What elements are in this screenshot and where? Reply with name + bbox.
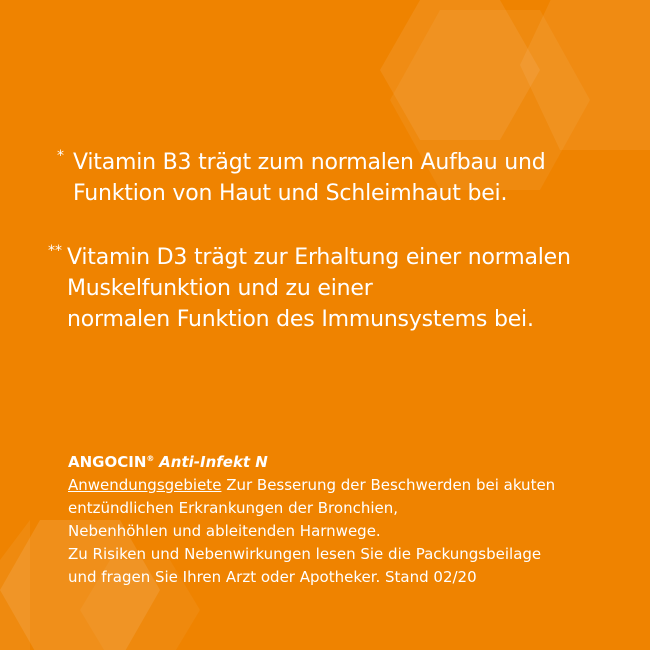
claim-line: Vitamin D3 trägt zur Erhaltung einer normalen — [67, 245, 571, 270]
claim-line: normalen Funktion des Immunsystems bei. — [67, 307, 534, 332]
registered-mark: ® — [146, 454, 155, 463]
claim-line: Funktion von Haut und Schleimhaut bei. — [73, 181, 508, 206]
legal-line: und fragen Sie Ihren Arzt oder Apotheker. Stand 02/20 — [68, 568, 477, 586]
indications-text: Zur Besserung der Beschwerden bei akuten — [221, 476, 556, 494]
product-name: Anti-Infekt N — [159, 453, 268, 471]
vitamin-d3-claim — [67, 242, 571, 335]
legal-line: entzündlichen Erkrankungen der Bronchien, — [68, 499, 398, 517]
footnote-marker-single: * — [57, 148, 64, 164]
brand-name: ANGOCIN — [68, 453, 147, 471]
hexagon-shape — [0, 520, 30, 650]
indications-label: Anwendungsgebiete — [68, 476, 222, 494]
footnote-marker-double: ** — [48, 243, 62, 259]
legal-line — [68, 474, 555, 497]
legal-notice — [68, 447, 555, 589]
legal-line: Zu Risiken und Nebenwirkungen lesen Sie die Packungsbeilage — [68, 545, 542, 563]
product-heading — [68, 447, 555, 474]
vitamin-b3-claim — [73, 147, 546, 209]
claim-line: Muskelfunktion und zu einer — [67, 276, 373, 301]
claim-line: Vitamin B3 trägt zum normalen Aufbau und — [73, 150, 546, 175]
legal-line: Nebenhöhlen und ableitenden Harnwege. — [68, 522, 381, 540]
